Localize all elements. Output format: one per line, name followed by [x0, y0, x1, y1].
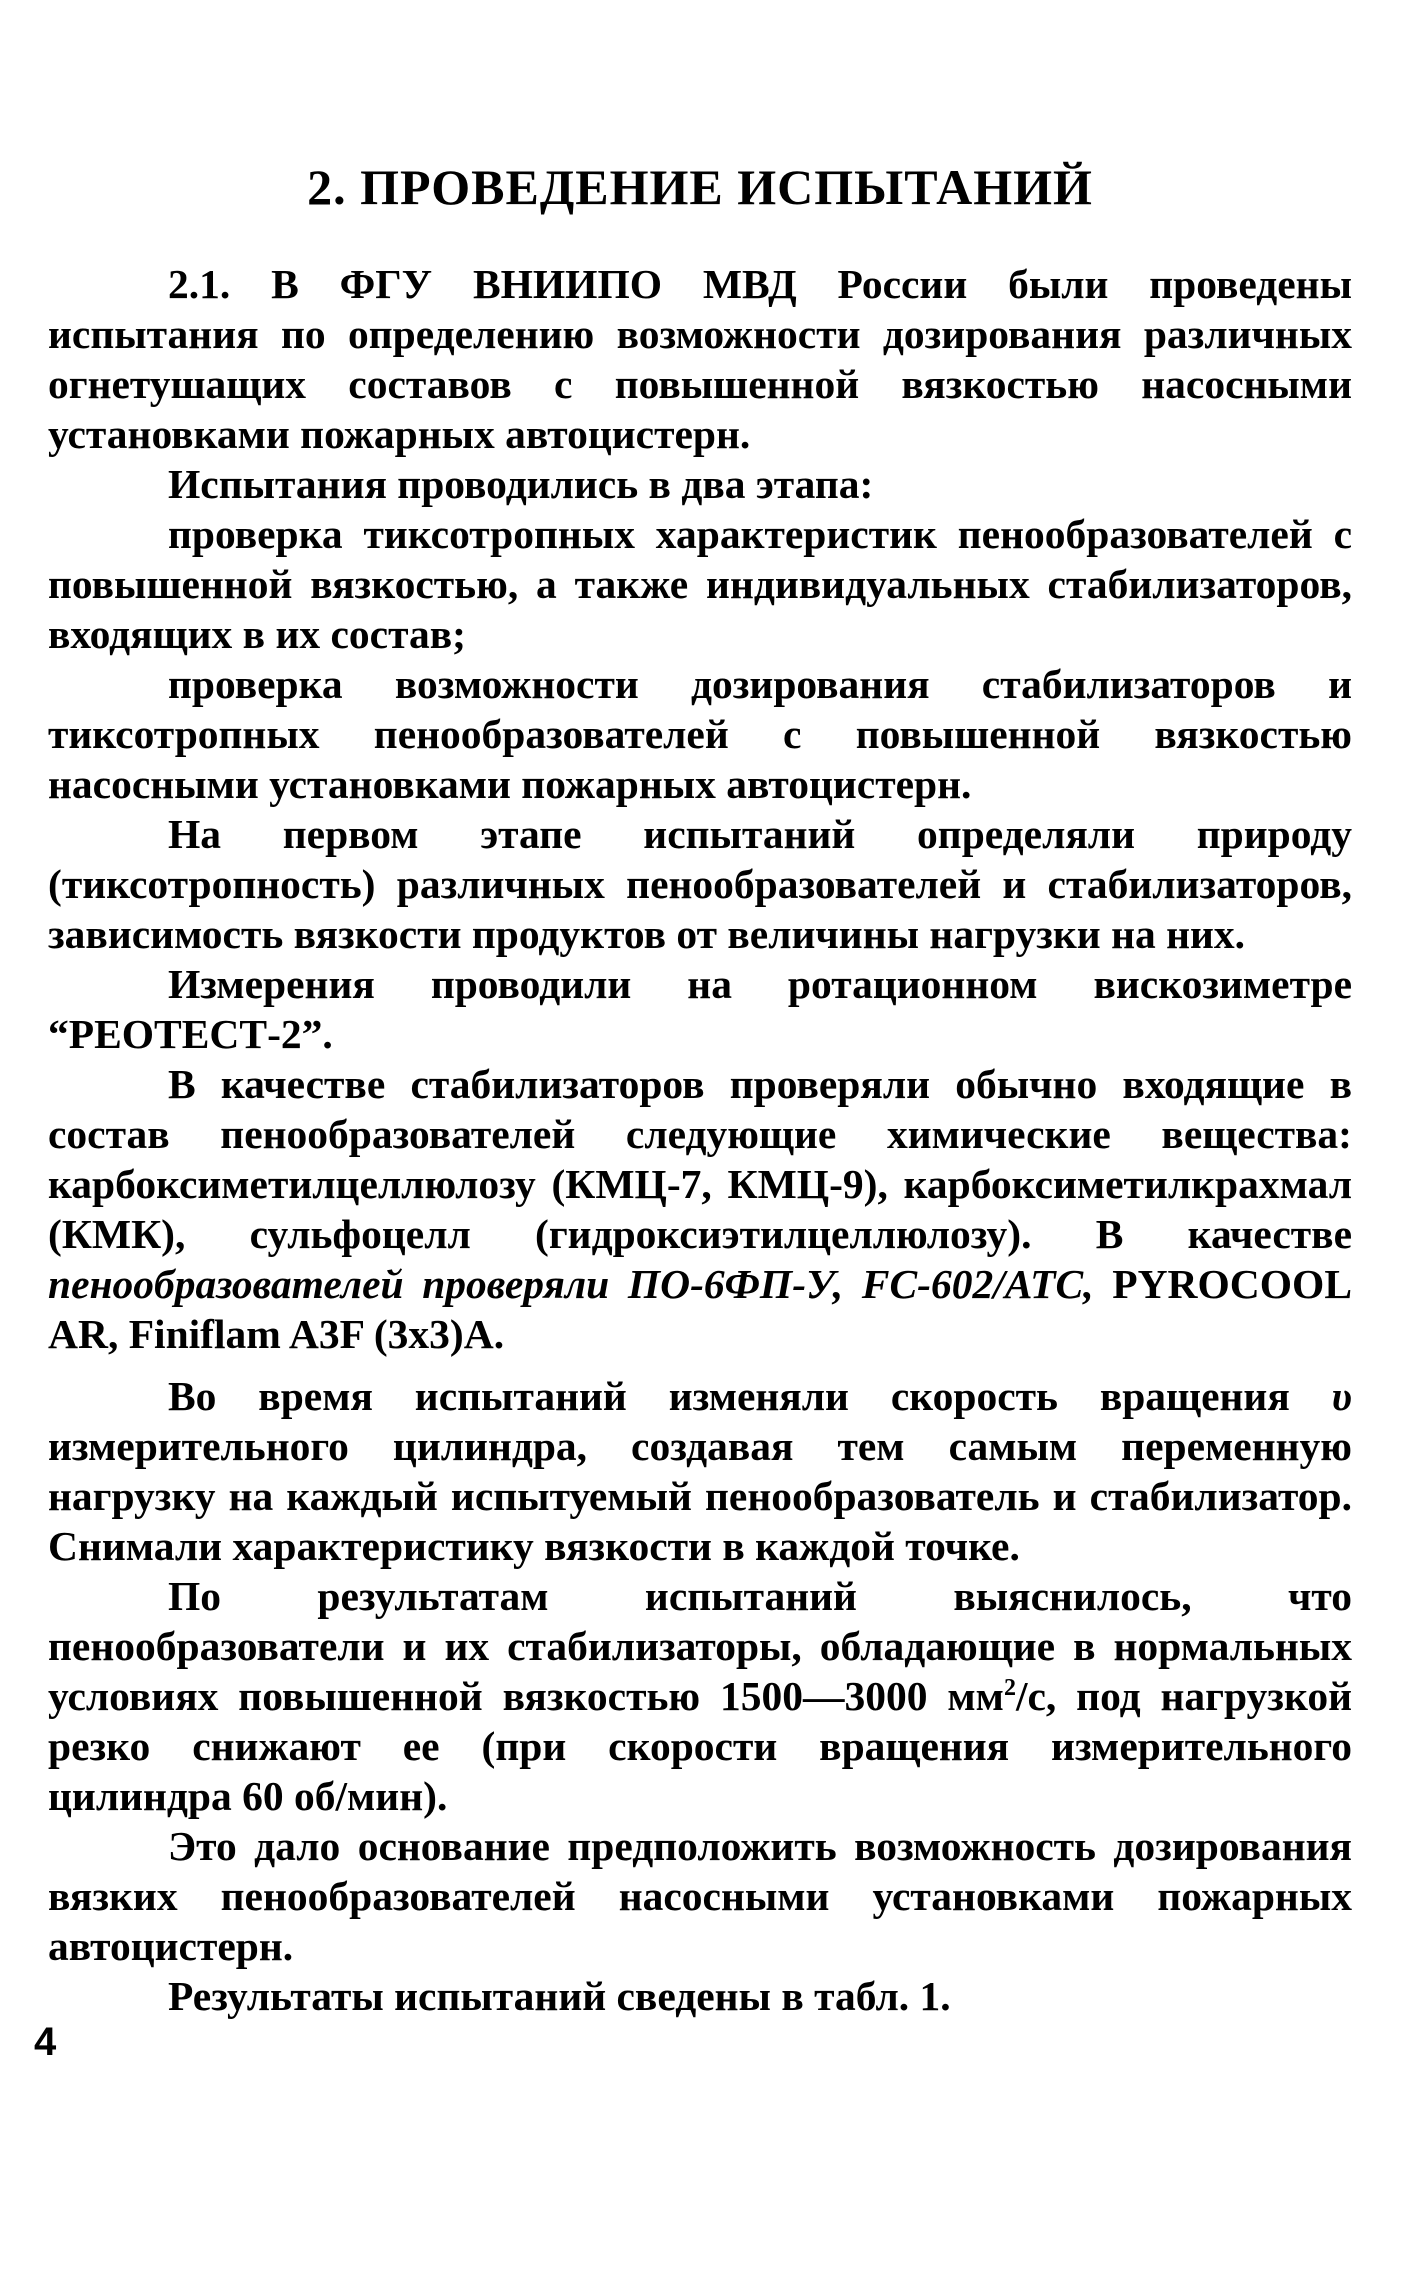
superscript-two: 2 [1003, 1675, 1016, 1702]
page-number: 4 [34, 2020, 57, 2064]
paragraph-stages: Испытания проводились в два этапа: [168, 461, 874, 507]
section-heading: 2. ПРОВЕДЕНИЕ ИСПЫТАНИЙ [307, 159, 1093, 215]
stabilizers-text: В качестве стабилизаторов проверяли обычно входящие в состав пенообразователей следующие химические вещества: карбоксиметилцеллюлозу (КМЦ-7, КМЦ-9), карбоксиметилкрахмал (КМК), сульфоцелл (гидроксиэтилцеллюлозу). В качестве [48, 1061, 1352, 1257]
velocity-symbol: υ [1331, 1373, 1352, 1419]
paragraph-stabilizers [48, 1059, 1352, 1359]
rotation-text-start: Во время испытаний изменяли скорость вращения [168, 1373, 1332, 1419]
paragraph-first-stage: На первом этапе испытаний определяли природу (тиксотропность) различных пенообразователей и стабилизаторов, зависимость вязкости продуктов от величины нагрузки на них. [48, 811, 1352, 957]
rotation-text-end: измерительного цилиндра, создавая тем самым переменную нагрузку на каждый испытуемый пенообразователь и стабилизатор. Снимали характеристику вязкости в каждой точке. [48, 1423, 1352, 1569]
paragraph-stage-two: проверка возможности дозирования стабилизаторов и тиксотропных пенообразователей с повышенной вязкостью насосными установками пожарных автоцистерн. [48, 661, 1352, 807]
foaming-agents-rest: PYROCOOL AR, Finiflam A3F (3x3)A. [48, 1261, 1352, 1357]
paragraph-table-reference: Результаты испытаний сведены в табл. 1. [168, 1973, 951, 2019]
paragraph-measurements: Измерения проводили на ротационном вискозиметре “РЕОТЕСТ-2”. [48, 961, 1352, 1057]
paragraph-conclusion: Это дало основание предположить возможность дозирования вязких пенообразователей насосными установками пожарных автоцистерн. [48, 1823, 1352, 1969]
results-text-end: /с, под нагрузкой резко снижают ее (при скорости вращения измерительного цилиндра 60 об/мин). [48, 1673, 1352, 1819]
results-text-start: По результатам испытаний выяснилось, что пенообразователи и их стабилизаторы, обладающие в нормальных условиях повышенной вязкостью 1500—3000 мм [48, 1573, 1352, 1719]
paragraph-results [48, 1571, 1352, 1821]
paragraph-intro: 2.1. В ФГУ ВНИИПО МВД России были проведены испытания по определению возможности дозирования различных огнетушащих составов с повышенной вязкостью насосными установками пожарных автоцистерн. [48, 261, 1352, 457]
page-content [48, 160, 1352, 2021]
paragraph-rotation [48, 1371, 1352, 1571]
paragraph-stage-one: проверка тиксотропных характеристик пенообразователей с повышенной вязкостью, а также индивидуальных стабилизаторов, входящих в их состав; [48, 511, 1352, 657]
foaming-agents-italic: пенообразователей проверяли ПО-6ФП-У, FC-602/ATC, [48, 1261, 1094, 1307]
